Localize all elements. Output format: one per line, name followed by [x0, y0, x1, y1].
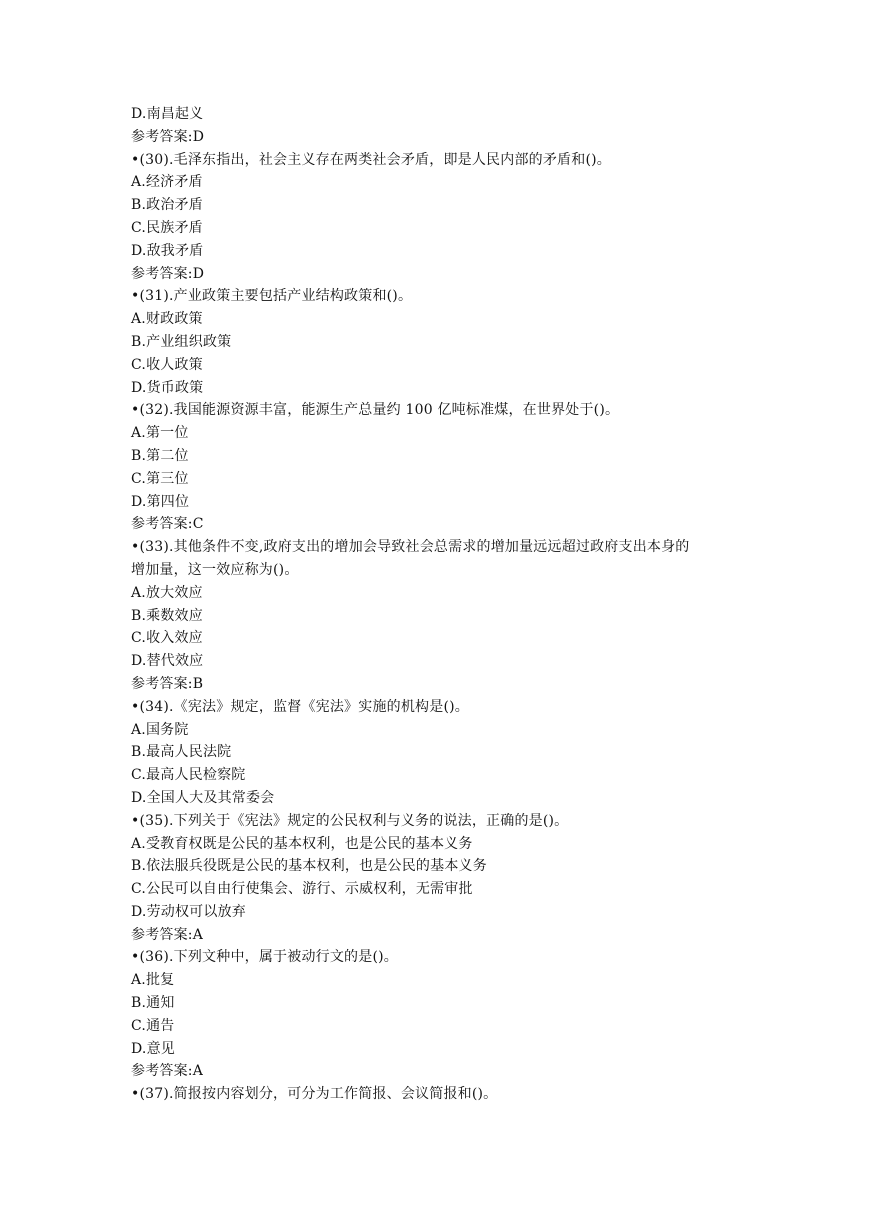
- question-line: •(32).我国能源资源丰富，能源生产总量约 100 亿吨标准煤，在世界处于()。: [131, 402, 620, 419]
- option-line: D.南昌起义: [131, 106, 204, 122]
- option-line: D.劳动权可以放弃: [131, 903, 246, 920]
- option-line: B.第二位: [131, 447, 189, 464]
- option-line: C.收人政策: [131, 356, 203, 373]
- option-line: B.最高人民法院: [131, 744, 232, 761]
- answer-line: 参考答案:A: [131, 926, 204, 943]
- question-line: •(30).毛泽东指出，社会主义存在两类社会矛盾，即是人民内部的矛盾和()。: [131, 151, 611, 168]
- option-line: B.依法服兵役既是公民的基本权利，也是公民的基本义务: [131, 858, 487, 875]
- option-line: D.全国人大及其常委会: [131, 789, 275, 806]
- option-line: D.意见: [131, 1040, 175, 1057]
- option-line: C.收入效应: [131, 630, 203, 647]
- option-line: A.放大效应: [131, 584, 203, 601]
- document-body: [131, 103, 751, 1106]
- question-line: •(36).下列文种中，属于被动行文的是()。: [131, 949, 398, 966]
- question-line: •(35).下列关于《宪法》规定的公民权利与义务的说法，正确的是()。: [131, 812, 569, 829]
- answer-line: 参考答案:C: [131, 516, 204, 533]
- answer-line: 参考答案:A: [131, 1063, 204, 1080]
- question-continuation-line: 增加量，这一效应称为()。: [131, 561, 299, 578]
- option-line: A.第一位: [131, 425, 189, 442]
- option-line: C.第三位: [131, 470, 189, 487]
- option-line: A.批复: [131, 972, 175, 989]
- option-line: D.替代效应: [131, 653, 204, 670]
- question-line: •(37).简报按内容划分，可分为工作简报、会议简报和()。: [131, 1086, 498, 1103]
- option-line: B.产业组织政策: [131, 333, 232, 350]
- question-line: •(34).《宪法》规定，监督《宪法》实施的机构是()。: [131, 698, 469, 715]
- option-line: B.乘数效应: [131, 607, 203, 624]
- option-line: C.公民可以自由行使集会、游行、示威权利，无需审批: [131, 881, 473, 898]
- option-line: C.通告: [131, 1017, 175, 1034]
- option-line: A.经济矛盾: [131, 174, 203, 191]
- option-line: D.货币政策: [131, 379, 204, 396]
- question-line: •(31).产业政策主要包括产业结构政策和()。: [131, 288, 413, 305]
- answer-line: 参考答案:D: [131, 265, 205, 282]
- option-line: C.民族矛盾: [131, 219, 203, 236]
- answer-line: 参考答案:B: [131, 675, 204, 692]
- question-line: •(33).其他条件不变,政府支出的增加会导致社会总需求的增加量远远超过政府支出本身的: [131, 539, 690, 556]
- option-line: B.通知: [131, 995, 175, 1012]
- answer-line: 参考答案:D: [131, 128, 205, 145]
- option-line: A.财政政策: [131, 311, 203, 328]
- option-line: A.国务院: [131, 721, 189, 738]
- option-line: C.最高人民检察院: [131, 767, 246, 784]
- option-line: B.政治矛盾: [131, 197, 203, 214]
- option-line: D.第四位: [131, 493, 190, 510]
- option-line: A.受教育权既是公民的基本权利，也是公民的基本义务: [131, 835, 473, 852]
- option-line: D.敌我矛盾: [131, 242, 204, 259]
